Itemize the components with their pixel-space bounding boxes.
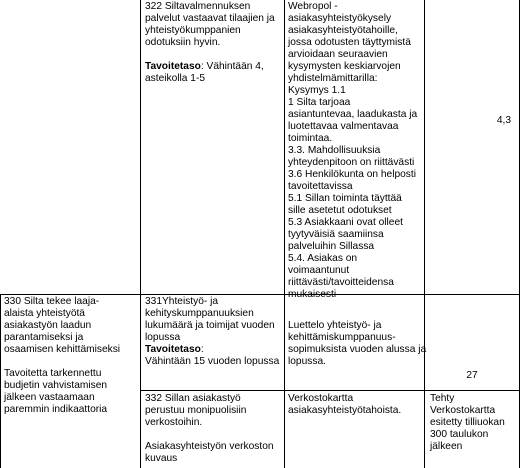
table-cell-note-row3: [430, 393, 505, 453]
method-line: sopimuksista vuoden alussa ja: [288, 344, 427, 355]
method-line: luotettavaa valmentavaa: [288, 121, 399, 132]
method-line: 3.6 Henkilökunta on helposti: [288, 169, 416, 180]
objective-330-line: osaamisen kehittämiseksi: [4, 344, 121, 355]
table-cell-result-row1: [425, 115, 511, 127]
method-line: yhteydenpitoon on riittävästi: [288, 157, 415, 168]
method-line: 5.3 Asiakkaani ovat olleet: [288, 217, 403, 228]
table-cell-method-luettelo: [288, 320, 426, 368]
goal-332-line: perustuu monipuolisiin: [145, 405, 247, 416]
table-cell-goal-322: [145, 1, 275, 85]
table-row-divider-1: [0, 294, 520, 295]
table-cell-goal-332: [145, 393, 274, 465]
goal-322-line-1: 322 Siltavalmennuksen: [145, 1, 251, 12]
method-line: tyytyväisiä saamiinsa: [288, 229, 384, 240]
method-line: mukaisesti: [288, 289, 337, 300]
goal-332-extra: kuvaus: [145, 453, 178, 464]
target-level-label: Tavoitetaso: [145, 344, 201, 355]
method-line: asiakasyhteistyötahoille,: [288, 25, 398, 36]
table-border-col1: [140, 0, 141, 468]
method-line: palveluihin Sillassa: [288, 241, 375, 252]
table-cell-method-verkostokartta: [288, 393, 401, 417]
goal-332-line: 332 Sillan asiakastyö: [145, 393, 241, 404]
method-line: arvioidaan seuraavien: [288, 49, 388, 60]
method-line: lopussa.: [288, 356, 326, 367]
method-line: riittävästi/tavoitteidensa: [288, 277, 394, 288]
goal-331-line: lukumäärä ja toimijat vuoden: [145, 320, 275, 331]
method-line: yhdistelmämittarilla:: [288, 73, 378, 84]
result-value: 4,3: [496, 115, 511, 126]
method-line: asiantuntevaa, laadukasta ja: [288, 109, 418, 120]
method-line: tavoitettavissa: [288, 181, 353, 192]
method-line: sille asetetut odotukset: [288, 205, 392, 216]
goal-322-line-2: palvelut vastaavat tilaajien ja: [145, 13, 275, 24]
method-line: asiakasyhteistyötahoista.: [288, 405, 402, 416]
method-line: 1 Silta tarjoaa: [288, 97, 351, 108]
goal-331-line: lopussa: [145, 332, 181, 343]
objective-330-note: budjetin vahvistamisen: [4, 380, 108, 391]
target-level-value: :: [200, 344, 204, 355]
goal-332-extra: Asiakasyhteistyön verkoston: [145, 441, 274, 452]
table-border-col3: [424, 0, 425, 468]
table-cell-objective-330: [4, 296, 120, 416]
note-line: esitetty tilliuokan: [430, 417, 505, 428]
note-line: Tehty: [430, 393, 455, 404]
goal-331-target-line-2: Vähintään 15 vuoden lopussa: [145, 356, 280, 367]
result-value: 27: [466, 370, 478, 381]
table-row-divider-2: [140, 390, 520, 391]
goal-322-line-3: yhteistyökumppanien: [145, 25, 241, 36]
table-cell-goal-331: [145, 296, 279, 368]
objective-330-line: alaista yhteistyötä: [4, 308, 85, 319]
target-level-label: Tavoitetaso: [145, 61, 201, 72]
method-line: kehittämiskumppanuus-: [288, 332, 396, 343]
method-line: jossa odotusten täyttymistä: [288, 37, 411, 48]
goal-332-line: verkostoihin.: [145, 417, 203, 428]
goal-322-line-4: odotuksiin hyvin.: [145, 37, 221, 48]
objective-330-line: 330 Silta tekee laaja-: [4, 296, 100, 307]
objective-330-note: jälkeen vastaamaan: [4, 392, 95, 403]
method-line: asiakasyhteistyökysely: [288, 13, 392, 24]
goal-322-target-line-2: asteikolla 1-5: [145, 73, 206, 84]
table-border-left: [0, 294, 1, 468]
method-line: voimaantunut: [288, 265, 350, 276]
objective-330-line: asiakastyön laadun: [4, 320, 92, 331]
note-line: 300 taulukon: [430, 429, 489, 440]
table-cell-method-webropol: [288, 1, 417, 301]
table-cell-result-row2: [425, 370, 519, 382]
goal-322-target: [145, 61, 275, 73]
objective-330-note: paremmin indikaattoria: [4, 404, 108, 415]
method-line: Webropol -: [288, 1, 338, 12]
method-line: 5.1 Sillan toiminta täyttää: [288, 193, 402, 204]
method-line: 3.3. Mahdollisuuksia: [288, 145, 381, 156]
goal-331-line: kehityskumppanuuksien: [145, 308, 254, 319]
method-line: Luettelo yhteistyö- ja: [288, 320, 382, 331]
table-border-col2: [284, 0, 285, 468]
goal-331-line: 331Yhteistyö- ja: [145, 296, 219, 307]
note-line: Verkostokartta: [430, 405, 496, 416]
method-line: Kysymys 1.1: [288, 85, 346, 96]
target-level-value: : Vähintään 4,: [200, 61, 264, 72]
objective-330-line: parantamiseksi ja: [4, 332, 84, 343]
method-line: toimintaa.: [288, 133, 333, 144]
method-line: kysymysten keskiarvojen: [288, 61, 401, 72]
goal-331-target: [145, 344, 279, 356]
note-line: jälkeen: [430, 441, 463, 452]
method-line: 5.4. Asiakas on: [288, 253, 358, 264]
objective-330-note: Tavoitetta tarkennettu: [4, 368, 102, 379]
method-line: Verkostokartta: [288, 393, 354, 404]
